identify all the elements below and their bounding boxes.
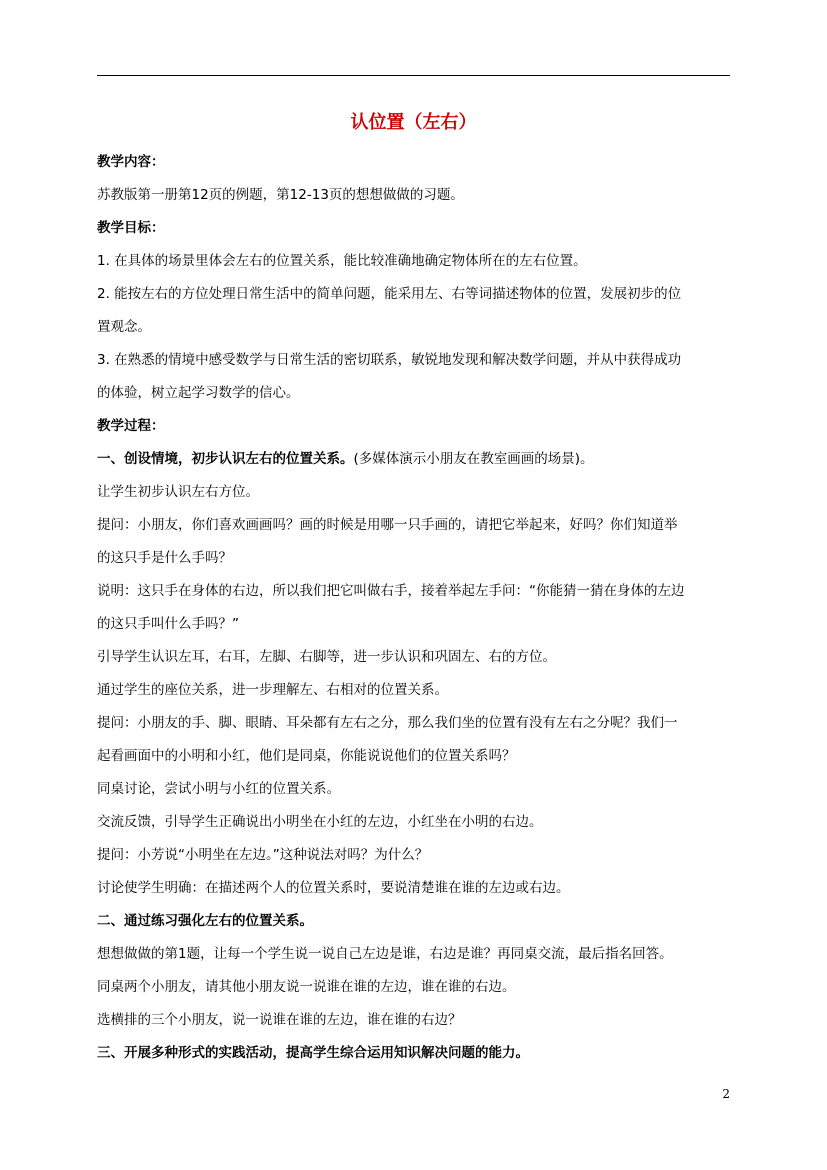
page-number: 2 [722,1087,730,1101]
body-line: 提问：小朋友，你们喜欢画画吗？画的时候是用哪一只手画的，请把它举起来，好吗？你们知道举 [97,517,678,533]
body-line: 的这只手叫什么手吗？” [97,616,239,632]
body-line: 的这只手是什么手吗？ [97,550,232,566]
section-heading: 一、创设情境，初步认识左右的位置关系。 [97,451,354,467]
body-line: 提问：小芳说“小明坐在左边。”这种说法对吗？为什么？ [97,847,429,863]
body-line: 同桌讨论，尝试小明与小红的位置关系。 [97,781,340,797]
section-heading: 教学过程： [97,418,165,434]
body-line: 起看画面中的小明和小红，他们是同桌，你能说说他们的位置关系吗？ [97,748,516,764]
body-line: 想想做做的第1题，让每一个学生说一说自己左边是谁，右边是谁？再同桌交流，最后指名回答。 [97,946,673,962]
body-line: 说明：这只手在身体的右边，所以我们把它叫做右手，接着举起左手问：“你能猜一猜在身体的左边 [97,583,685,599]
body-line: 2. 能按左右的方位处理日常生活中的简单问题，能采用左、右等词描述物体的位置，发展初步的位 [97,286,682,302]
body-line: 通过学生的座位关系，进一步理解左、右相对的位置关系。 [97,682,448,698]
document-title: 认位置（左右） [350,112,477,133]
body-line: 1. 在具体的场景里体会左右的位置关系，能比较准确地确定物体所在的左右位置。 [97,253,587,269]
section-heading: 教学内容： [97,154,165,170]
body-line: 同桌两个小朋友，请其他小朋友说一说谁在谁的左边，谁在谁的右边。 [97,979,516,995]
body-line: 讨论使学生明确：在描述两个人的位置关系时，要说清楚谁在谁的左边或右边。 [97,880,570,896]
body-line: 置观念。 [97,319,151,335]
body-line: 让学生初步认识左右方位。 [97,484,259,500]
header-rule [97,75,730,76]
body-line: 交流反馈，引导学生正确说出小明坐在小红的左边，小红坐在小明的右边。 [97,814,543,830]
document-body [97,146,733,1070]
body-line: 选横排的三个小朋友，说一说谁在谁的左边，谁在谁的右边？ [97,1012,462,1028]
body-line: 提问：小朋友的手、脚、眼睛、耳朵都有左右之分，那么我们坐的位置有没有左右之分呢？我们一 [97,715,678,731]
body-line: 引导学生认识左耳，右耳，左脚、右脚等，进一步认识和巩固左、右的方位。 [97,649,556,665]
body-line: 的体验，树立起学习数学的信心。 [97,385,300,401]
section-heading: 三、开展多种形式的实践活动，提高学生综合运用知识解决问题的能力。 [97,1045,529,1061]
section-heading: 二、通过练习强化左右的位置关系。 [97,913,313,929]
body-line [97,443,733,476]
heading-note: (多媒体演示小朋友在教室画画的场景)。 [353,451,594,467]
body-line: 3. 在熟悉的情境中感受数学与日常生活的密切联系，敏锐地发现和解决数学问题，并从中获得成功 [97,352,682,368]
body-line: 苏教版第一册第12页的例题，第12-13页的想想做做的习题。 [97,187,464,203]
section-heading: 教学目标： [97,220,165,236]
